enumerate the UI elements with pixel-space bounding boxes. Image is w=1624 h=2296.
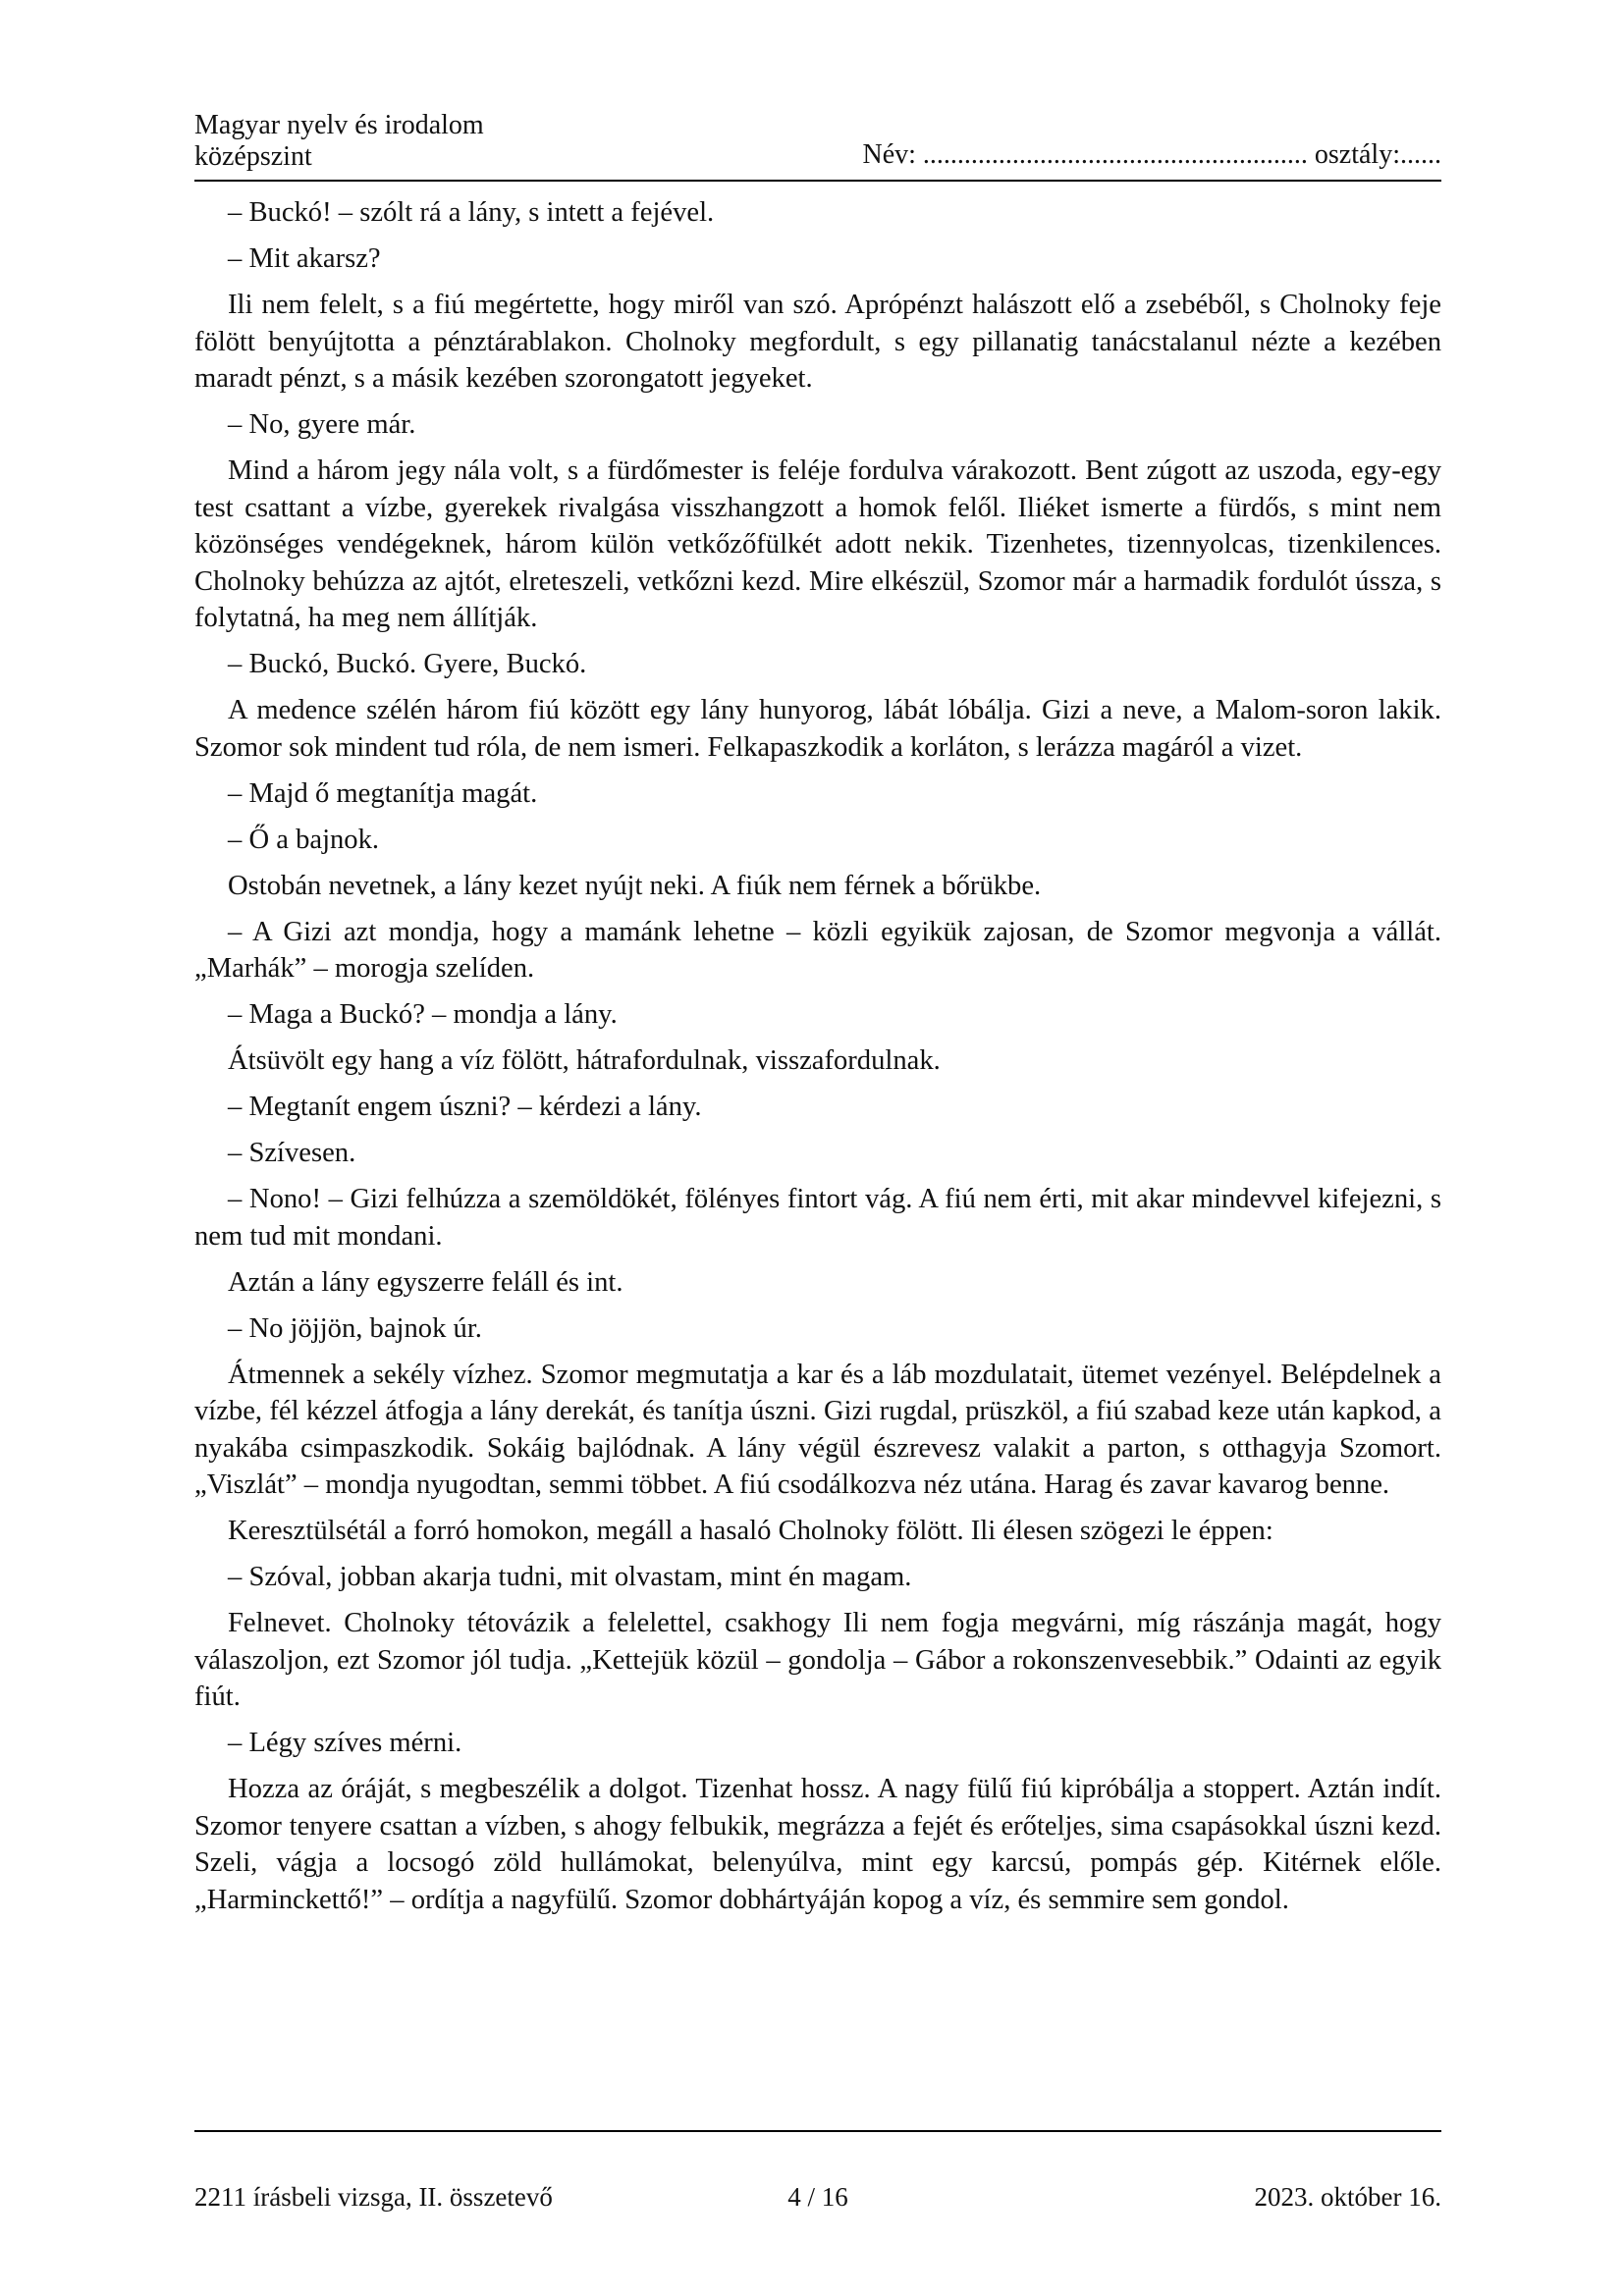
paragraph: A medence szélén három fiú között egy lány hunyorog, lábát lóbálja. Gizi a neve, a Malom-soron lakik. Szomor sok mindent tud róla, de nem ismeri. Felkapaszkodik a korláton, s lerázza magáról a vizet. [194,695,1441,763]
paragraph: Hozza az óráját, s megbeszélik a dolgot. Tizenhat hossz. A nagy fülű fiú kipróbálja a stoppert. Aztán indít. Szomor tenyere csattan a vízben, s ahogy felbukik, megrázza a fejét és erőteljes, sima csapásokkal úszni kezd. Szeli, vágja a locsogó zöld hullámokat, belenyúlva, mint egy karcsú, pompás gép. Kitérnek előle. „Harminckettő!” – ordítja a nagyfülű. Szomor dobhártyáján kopog a víz, és semmire sem gondol. [194,1774,1441,1915]
paragraph: – Ő a bajnok. [228,824,380,855]
paragraph: – Szóval, jobban akarja tudni, mit olvastam, mint én magam. [228,1562,912,1592]
paragraph: – Maga a Buckó? – mondja a lány. [228,999,618,1030]
paragraph: – Majd ő megtanítja magát. [228,777,538,809]
paragraph: – Megtanít engem úszni? – kérdezi a lány. [228,1092,702,1122]
paragraph: Ili nem felelt, s a fiú megértette, hogy miről van szó. Aprópénzt halászott elő a zsebéből, s Cholnoky feje fölött benyújtotta a pénztárablakon. Cholnoky megfordult, s egy pillanatig tanácstalanul nézte a kezében maradt pénzt, s a másik kezében szorongatott jegyeket. [194,290,1441,394]
paragraph: Aztán a lány egyszerre feláll és int. [228,1266,623,1298]
paragraph: – A Gizi azt mondja, hogy a mamánk lehetne – közli egyikük zajosan, de Szomor megvonja a vállát. „Marhák” – morogja szelíden. [194,916,1441,984]
name-class-field: Név: ........................................................ osztály:...... [862,139,1441,170]
paragraph: Ostobán nevetnek, a lány kezet nyújt neki. A fiúk nem férnek a bőrükbe. [228,870,1042,901]
paragraph: – Nono! – Gizi felhúzza a szemöldökét, fölényes fintort vág. A fiú nem érti, mit akar mindevvel kifejezni, s nem tud mit mondani. [194,1184,1441,1252]
paragraph: – Buckó! – szólt rá a lány, s intett a fejével. [228,197,715,228]
paragraph: Felnevet. Cholnoky tétovázik a felelettel, csakhogy Ili nem fogja megvárni, míg rászánja magát, hogy válaszoljon, ezt Szomor jól tudja. „Kettejük közül – gondolja – Gábor a rokonszenvesebbik.” Odainti az egyik fiút. [194,1608,1441,1712]
paragraph: – No, gyere már. [228,409,416,440]
exam-code: 2211 írásbeli vizsga, II. összetevő [194,2182,553,2212]
paragraph: Átsüvölt egy hang a víz fölött, hátrafordulnak, visszafordulnak. [228,1045,941,1076]
page-number: 4 / 16 [787,2182,848,2212]
page-header [194,110,1441,173]
paragraph: – No jöjjön, bajnok úr. [228,1312,482,1344]
paragraph: – Légy szíves mérni. [228,1728,462,1758]
text-body [194,194,1441,1928]
subject-title: Magyar nyelv és irodalom [194,110,484,140]
exam-date: 2023. október 16. [1254,2182,1441,2212]
paragraph: Átmennek a sekély vízhez. Szomor megmutatja a kar és a láb mozdulatait, ütemet vezényel. Belépdelnek a vízbe, fél kézzel átfogja a lány derekát, és tanítja úszni. Gizi rugdal, prüszköl, a fiú szabad keze után kapkod, a nyakába csimpaszkodik. Sokáig bajlódnak. A lány végül észrevesz valakit a parton, s otthagyja Szomort. „Viszlát” – mondja nyugodtan, semmi többet. A fiú csodálkozva néz utána. Harag és zavar kavarog benne. [194,1359,1441,1500]
paragraph: Keresztülsétál a forró homokon, megáll a hasaló Cholnoky fölött. Ili élesen szögezi le éppen: [228,1516,1273,1546]
header-divider [194,180,1441,182]
paragraph: – Buckó, Buckó. Gyere, Buckó. [228,649,587,679]
paragraph: Mind a három jegy nála volt, s a fürdőmester is feléje fordulva várakozott. Bent zúgott az uszoda, egy-egy test csattant a vízbe, gyerekek rivalgása visszhangzott a homok felől. Iliéket ismerte a fürdős, s mint nem közönséges vendégeknek, három külön vetkőzőfülkét adott nekik. Tizenhetes, tizennyolcas, tizenkilences. Cholnoky behúzza az ajtót, elreteszeli, vetkőzni kezd. Mire elkészül, Szomor már a harmadik fordulót ússza, s folytatná, ha meg nem állítják. [194,455,1441,633]
footer-divider [194,2130,1441,2132]
paragraph: – Szívesen. [228,1138,356,1168]
paragraph: – Mit akarsz? [228,243,381,274]
level-label: középszint [194,141,312,172]
